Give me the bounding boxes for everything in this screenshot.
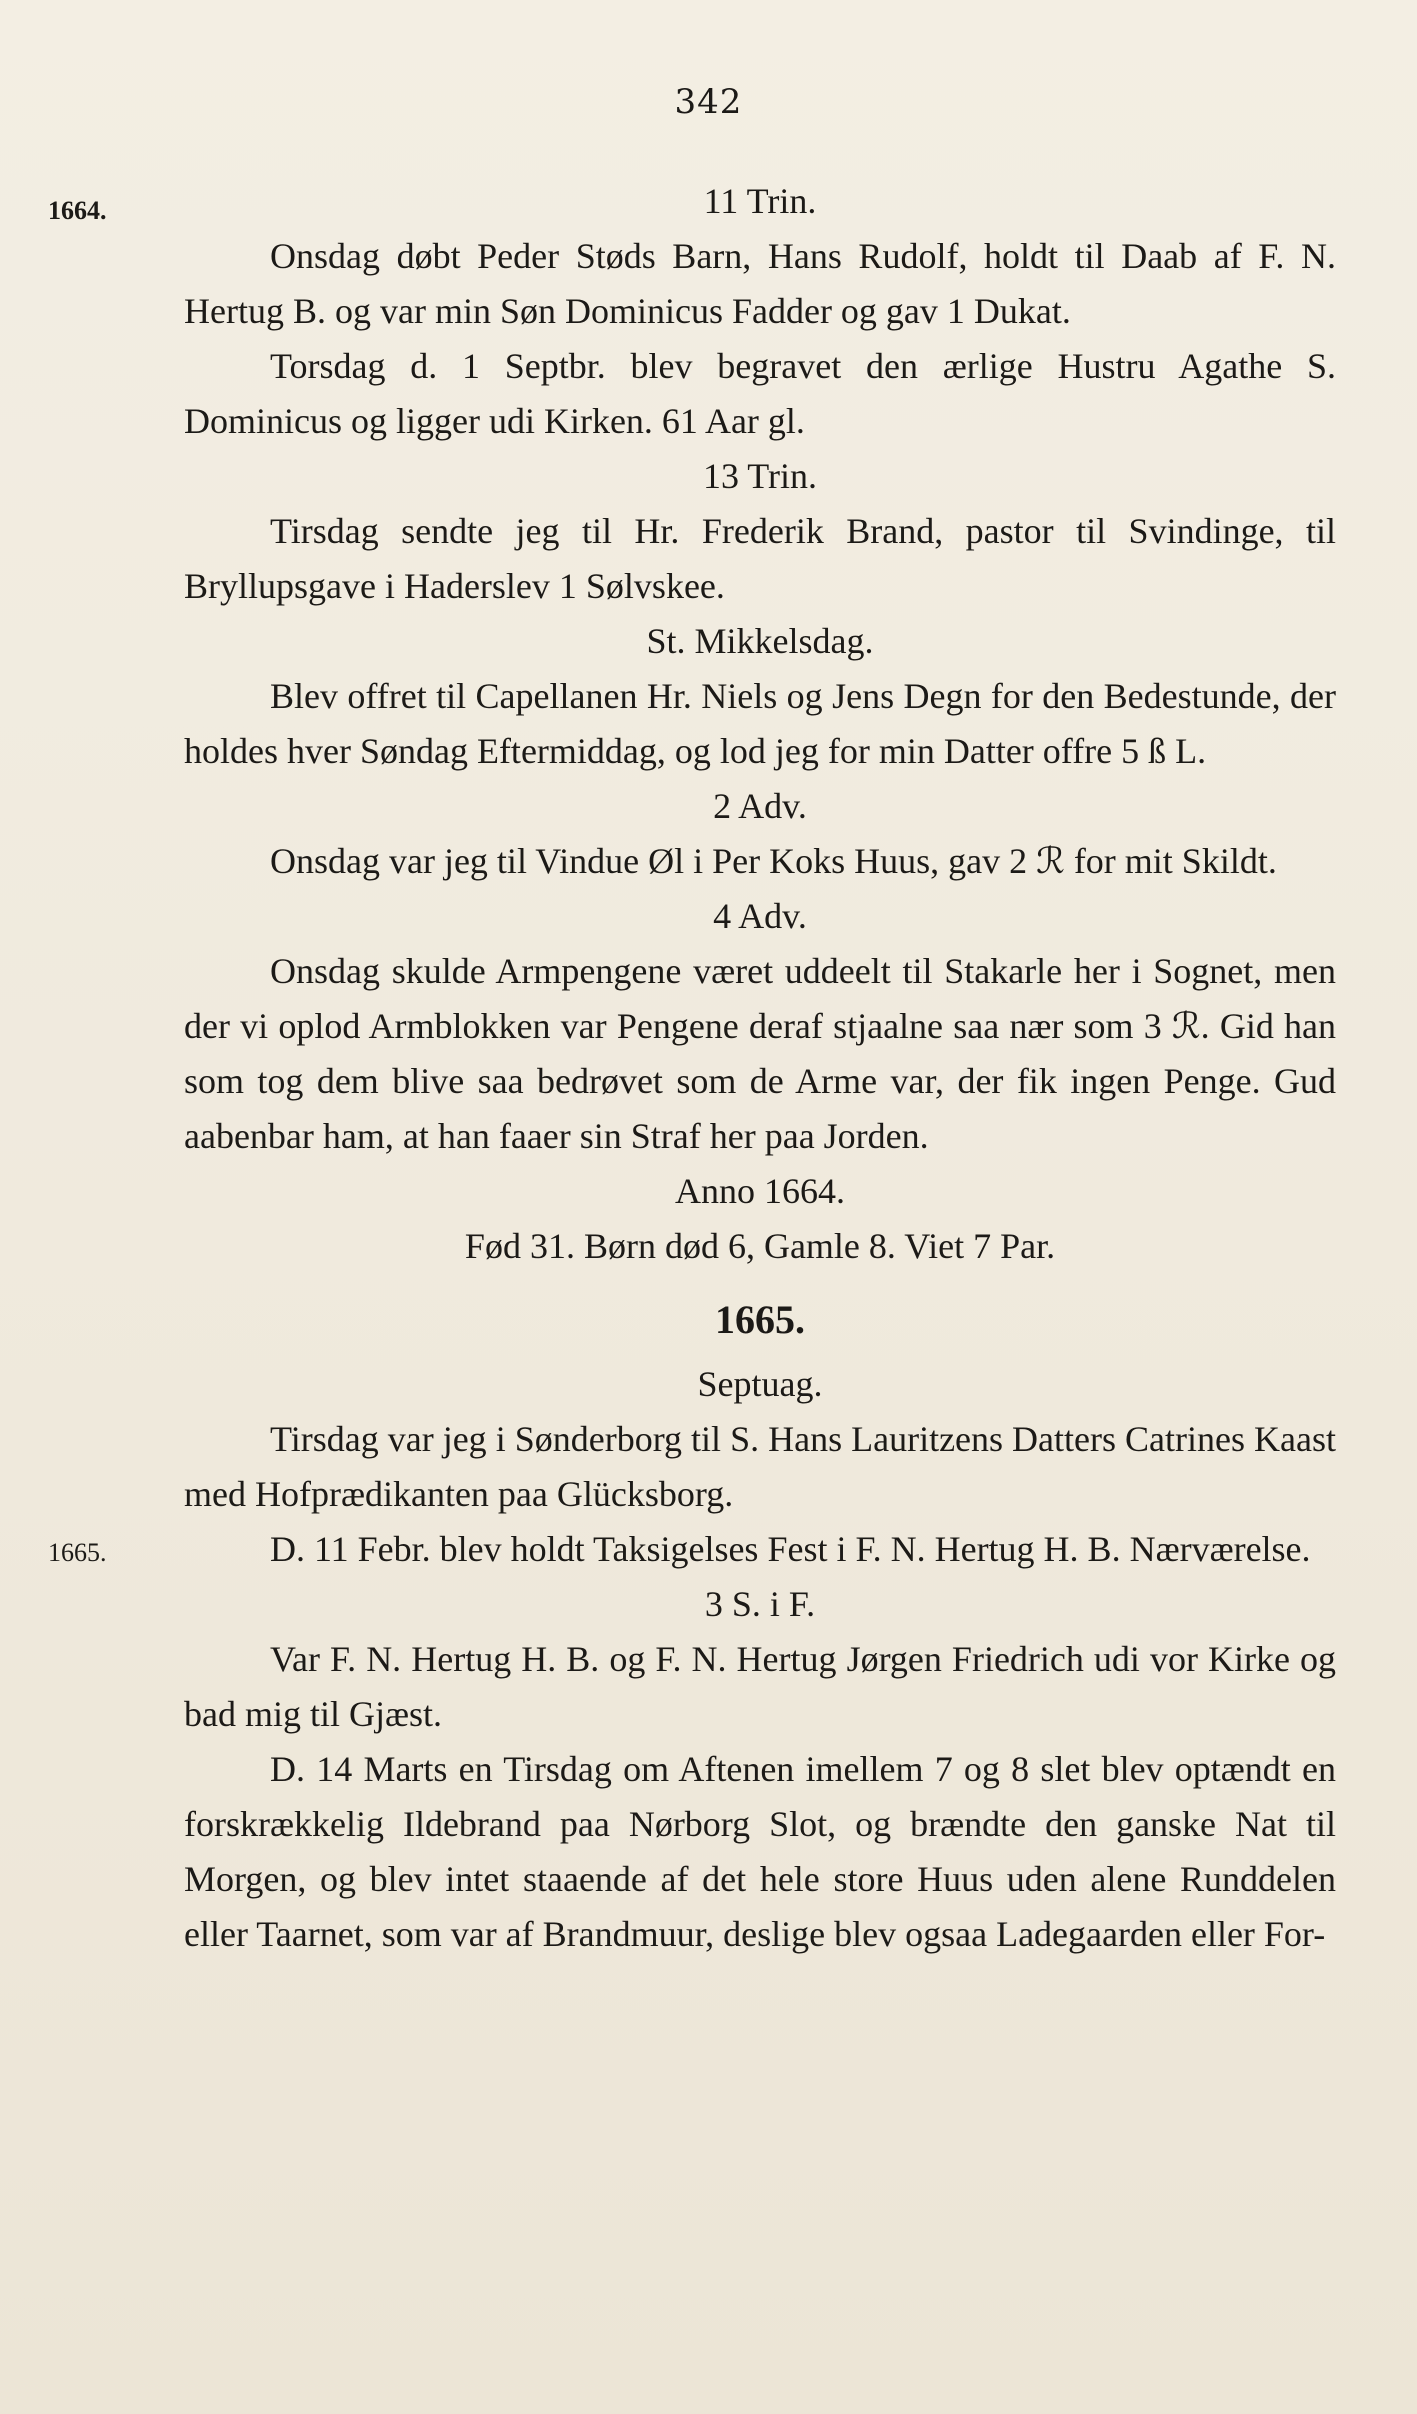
section-heading: 3 S. i F. — [704, 1584, 816, 1624]
paragraph: Tirsdag var jeg i Sønderborg til S. Hans Lauritzens Datters Catrines Kaast med Hofprædikanten paa Glücksborg. — [184, 1419, 1336, 1514]
section-heading: 4 Adv. — [713, 896, 807, 936]
section-heading: 13 Trin. — [702, 456, 818, 496]
margin-year-1664: 1664. — [48, 196, 107, 225]
paragraph: D. 11 Febr. blev holdt Taksigelses Fest i F. N. Hertug H. B. Nærværelse. — [270, 1529, 1311, 1569]
annual-summary-stats: Fød 31. Børn død 6, Gamle 8. Viet 7 Par. — [464, 1226, 1056, 1266]
year-heading-1665: 1665. — [715, 1297, 805, 1342]
page-number: 342 — [674, 82, 743, 122]
section-heading: 11 Trin. — [703, 181, 817, 221]
section-heading: St. Mikkelsdag. — [646, 621, 874, 661]
body-text — [184, 174, 1336, 1962]
margin-year-1665: 1665. — [48, 1538, 107, 1567]
section-heading: 2 Adv. — [713, 786, 807, 826]
paragraph: Tirsdag sendte jeg til Hr. Frederik Brand, pastor til Svindinge, til Bryllupsgave i Haderslev 1 Sølvskee. — [184, 511, 1336, 606]
paragraph: D. 14 Marts en Tirsdag om Aftenen imellem 7 og 8 slet blev optændt en forskrækkelig Ildebrand paa Nørborg Slot, og brændte den ganske Nat til Morgen, og blev intet staaende af det hele store Huus uden alene Runddelen eller Taarnet, som var af Brandmuur, deslige blev ogsaa Ladegaarden eller For- — [184, 1749, 1336, 1954]
paragraph: Torsdag d. 1 Septbr. blev begravet den ærlige Hustru Agathe S. Dominicus og ligger udi Kirken. 61 Aar gl. — [184, 346, 1336, 441]
paragraph: Var F. N. Hertug H. B. og F. N. Hertug Jørgen Friedrich udi vor Kirke og bad mig til Gjæst. — [184, 1639, 1336, 1734]
annual-summary-title: Anno 1664. — [675, 1171, 845, 1211]
paragraph: Onsdag skulde Armpengene været uddeelt til Stakarle her i Sognet, men der vi oplod Armblokken var Pengene deraf stjaalne saa nær som 3 ℛ. Gid han som tog dem blive saa bedrøvet som de Arme var, der fik ingen Penge. Gud aabenbar ham, at han faaer sin Straf her paa Jorden. — [184, 951, 1336, 1156]
paragraph: Onsdag var jeg til Vindue Øl i Per Koks Huus, gav 2 ℛ for mit Skildt. — [270, 841, 1277, 881]
paragraph: Onsdag døbt Peder Støds Barn, Hans Rudolf, holdt til Daab af F. N. Hertug B. og var min Søn Dominicus Fadder og gav 1 Dukat. — [184, 236, 1336, 331]
paragraph: Blev offret til Capellanen Hr. Niels og Jens Degn for den Bedestunde, der holdes hver Søndag Eftermiddag, og lod jeg for min Datter offre 5 ß L. — [184, 676, 1336, 771]
section-heading: Septuag. — [697, 1364, 823, 1404]
